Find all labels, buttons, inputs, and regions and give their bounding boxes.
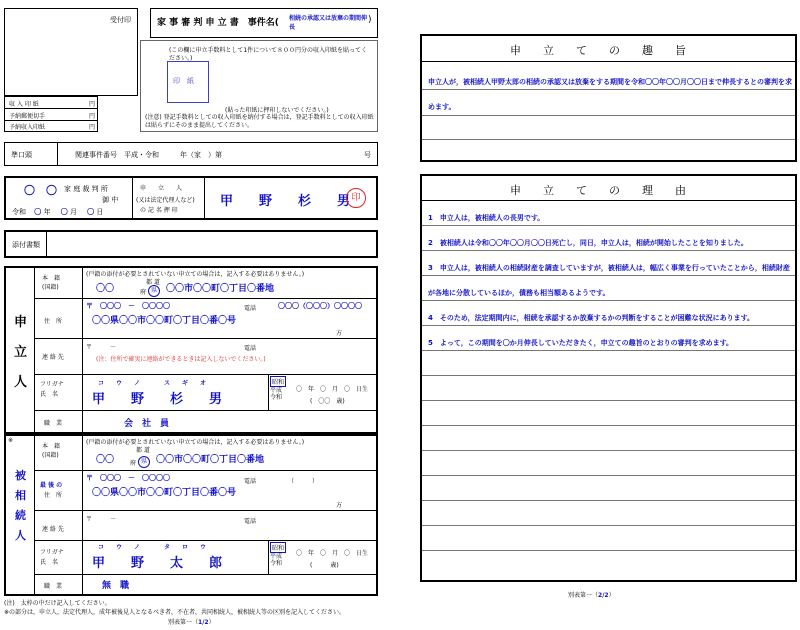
onchu-label: 御 中	[102, 196, 119, 204]
date-tsuki: 月	[69, 208, 77, 216]
furigana-name-label: フリガナ 氏 名	[40, 381, 64, 398]
address-label: 住 所	[44, 318, 63, 325]
fee-label: 収 入 印 紙	[9, 101, 39, 108]
page-number-left	[168, 617, 215, 626]
shushi-text: 申立人が，被相続人甲野太郎の相続の承認又は放棄をする期間を令和〇〇年〇〇月〇〇日まで伸長するとの審判を求めます。	[428, 78, 792, 111]
contact-postal: 〒 －	[86, 344, 117, 351]
jyunkuchi-label: 準口頭	[11, 151, 32, 159]
address-tel-label: 電話	[244, 478, 257, 485]
address-tel: 〇〇〇（〇〇〇）〇〇〇〇	[278, 302, 362, 310]
applicant-seal-sub: (又は法定代理人など)	[136, 197, 195, 204]
inshi-label: 印 紙	[173, 77, 194, 85]
address-postal: 〒 〇〇〇 － 〇〇〇〇	[86, 474, 170, 482]
seal-mark: 印	[346, 188, 366, 208]
honseki-todofuken: 都 道	[136, 447, 150, 454]
honseki-note: (戸籍の添付が必要とされていない申立ての場合は，記入する必要はありません。)	[86, 271, 305, 278]
age: ( 〇〇 歳)	[310, 398, 345, 405]
page-number-right	[568, 590, 615, 599]
court-marks: 〇 〇	[24, 184, 57, 197]
applicant-name: 甲 野 杉 男	[92, 392, 223, 407]
era-box: 昭和	[270, 542, 286, 553]
address-label: 住 所	[44, 492, 63, 499]
page-close: ）	[208, 619, 215, 626]
furigana: コ ウ ノ タ ロ ウ	[98, 544, 207, 551]
shushi-box	[420, 34, 797, 162]
honseki-address: 〇〇市〇〇町〇丁目〇番地	[156, 455, 265, 465]
related-case-label: 関連事件番号 平成・令和 年（家 ）第	[75, 151, 222, 159]
page-close: ）	[608, 592, 615, 599]
address-kata: 方	[336, 502, 343, 509]
riyu-item: 4 そのため，法定期間内に，相続を承認するか放棄するかの判断をすることが困難な状況にあります。	[428, 314, 755, 322]
contact-tel: 電話	[244, 518, 257, 525]
deceased-name: 甲 野 太 郎	[92, 556, 223, 571]
address-text: 〇〇県〇〇市〇〇町〇丁目〇番〇号	[92, 316, 237, 326]
honseki-pref: 〇〇	[96, 455, 115, 465]
honseki-ken-circle: 県	[148, 285, 160, 297]
fee-label: 予納郵便切手	[9, 113, 46, 120]
date-day: 〇	[87, 208, 95, 216]
address-label-top: 最 後 の	[40, 482, 63, 489]
honseki-fu: 府	[140, 289, 147, 296]
riyu-item: 5 よって，この期間を〇か月伸長していただきたく，申立ての趣旨のとおりの審判を求めます。	[428, 339, 734, 347]
page-label: 別表第一（	[168, 619, 199, 626]
receipt-stamp-box	[4, 8, 138, 96]
attachments-label: 添付書類	[12, 241, 40, 249]
riyu-list	[428, 206, 792, 356]
honseki-fu: 府	[130, 460, 137, 467]
address-tel-label: 電話	[244, 305, 257, 312]
address-text: 〇〇県〇〇市〇〇町〇丁目〇番〇号	[92, 488, 237, 498]
stamp-note-mid: (貼った印紙に押印しないでください。)	[225, 107, 329, 114]
applicant-seal-name: 甲 野 杉 男	[220, 194, 351, 209]
contact-label: 連 絡 先	[42, 354, 64, 361]
footer-note-1: (注) 太枠の中だけ記入してください。	[4, 600, 111, 607]
related-case-row	[4, 142, 378, 166]
page-title: 家 事 審 判 申 立 書 事件名(	[157, 18, 279, 28]
job-label: 職 業	[44, 583, 63, 590]
fee-unit: 円	[89, 124, 96, 131]
fee-row	[9, 99, 96, 108]
deceased-section	[4, 434, 378, 596]
deceased-star: ※	[8, 437, 14, 444]
case-name: 相続の承認又は放棄の期間伸長	[289, 15, 368, 31]
fee-row	[9, 111, 96, 120]
fee-unit: 円	[89, 101, 96, 108]
stamp-area	[140, 40, 378, 132]
applicant-section	[4, 266, 378, 434]
title-close: )	[368, 15, 372, 25]
shushi-title: 申 立 て の 趣 旨	[510, 44, 686, 57]
fee-table	[4, 96, 98, 132]
job-value: 会 社 員	[124, 419, 170, 429]
honseki-note: (戸籍の添付が必要とされていない申立ての場合は，記入する必要はありません。)	[86, 439, 305, 446]
address-tel: （ ）	[288, 478, 319, 485]
contact-postal: 〒 －	[86, 516, 117, 523]
honseki-label: 本 籍 (国籍)	[42, 275, 61, 291]
honseki-todofuken: 都 道	[146, 279, 160, 286]
date-nen: 年	[43, 208, 51, 216]
title-box	[150, 8, 378, 38]
riyu-box	[420, 174, 797, 582]
inshi-box	[167, 61, 209, 103]
job-label: 職 業	[44, 420, 63, 427]
furigana: コ ウ ノ ス ギ オ	[98, 380, 207, 387]
fee-label: 予納収入印紙	[9, 124, 46, 131]
era-list: 平成 令和	[270, 387, 283, 401]
related-case-go: 号	[364, 151, 371, 159]
page-num: 2/2	[598, 592, 609, 599]
era-list: 平成 令和	[270, 553, 283, 567]
riyu-item: 2 被相続人は令和〇〇年〇〇月〇〇日死亡し，同日，申立人は，相続が開始したことを知りました。	[428, 239, 748, 247]
applicant-side-label: 申 立 人	[14, 315, 28, 390]
era-box: 昭和	[270, 376, 286, 387]
page-label: 別表第一（	[568, 592, 599, 599]
address-kata: 方	[336, 330, 343, 337]
applicant-seal-label: 申 立 人	[140, 185, 183, 192]
deceased-side-label: 被 相 続 人	[15, 469, 26, 542]
court-label: 家 庭 裁 判 所	[64, 185, 108, 193]
age: ( 歳)	[310, 562, 339, 569]
riyu-item: 1 申立人は，被相続人の長男です。	[428, 214, 545, 222]
date-year: 〇	[34, 208, 42, 216]
application-date	[12, 207, 103, 217]
fee-row	[9, 122, 96, 131]
applicant-seal-label-2: の 記 名 押 印	[140, 207, 178, 214]
honseki-label: 本 籍 (国籍)	[42, 443, 61, 459]
footer-note-2: ※の部分は，申立人，法定代理人，成年被後見人となるべき者，不在者，共同相続人，被相続人等の区別を記入してください。	[4, 609, 346, 616]
date-month: 〇	[60, 208, 68, 216]
court-box	[4, 176, 378, 220]
contact-note: (注：住所で確実に連絡ができるときは記入しないでください。)	[96, 356, 266, 363]
receipt-stamp-label: 受付印	[110, 16, 131, 24]
honseki-address: 〇〇市〇〇町〇丁目〇番地	[166, 284, 275, 294]
address-postal: 〒 〇〇〇 － 〇〇〇〇	[86, 302, 170, 310]
page-num: 1/2	[198, 619, 209, 626]
attachments-box	[4, 230, 378, 258]
contact-label: 連 絡 先	[42, 526, 64, 533]
job-value: 無 職	[102, 581, 130, 591]
birth-date: 〇 年 〇 月 〇 日生	[296, 386, 369, 393]
honseki-pref: 〇〇	[96, 284, 115, 294]
furigana-name-label: フリガナ 氏 名	[40, 549, 64, 566]
riyu-item: 3 申立人は，被相続人の相続財産を調査していますが，被相続人は，幅広く事業を行っていたことから，相続財産が各地に分散しているほか，債務も相当額あるようです。	[428, 264, 790, 297]
stamp-note-top: (この欄に申立手数料として1件について８００円分の収入印紙を貼ってください。)	[169, 47, 368, 62]
date-era: 令和	[12, 208, 26, 216]
stamp-note-bottom: (注意) 登記手数料としての収入印紙を納付する場合は，登記手数料としての収入印紙は貼らずにそのまま提出してください。	[145, 114, 374, 129]
riyu-title: 申 立 て の 理 由	[510, 184, 686, 197]
date-nichi: 日	[96, 208, 104, 216]
contact-tel: 電話	[244, 345, 257, 352]
fee-unit: 円	[89, 113, 96, 120]
honseki-ken-circle: 県	[138, 456, 150, 468]
birth-date: 〇 年 〇 月 〇 日生	[296, 550, 369, 557]
